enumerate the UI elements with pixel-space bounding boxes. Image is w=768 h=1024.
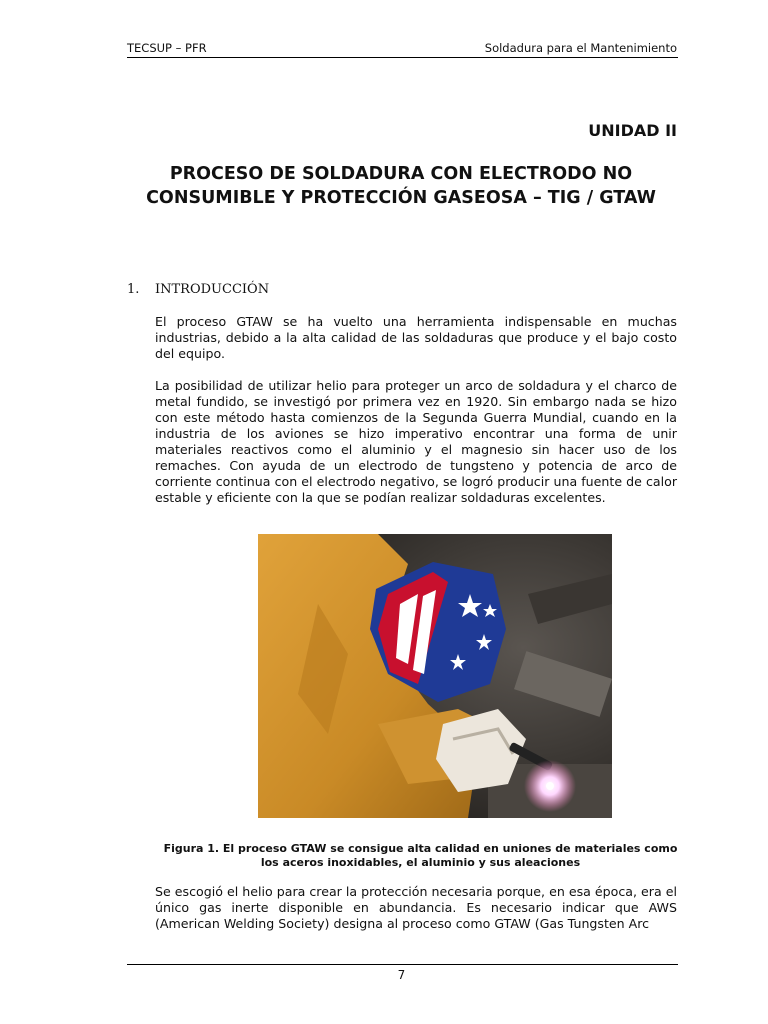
header-divider: [127, 57, 678, 58]
page-number: 7: [397, 968, 406, 982]
paragraph: La posibilidad de utilizar helio para proteger un arco de soldadura y el charco de metal fundido, se investigó por primera vez en 1920. Sin embargo nada se hizo con este método hasta comienzos de la Segunda Guerra Mundial, cuando en la industria de los aviones se hizo imperativo encontrar una forma de unir materiales reactivos como el aluminio y el magnesio sin hacer uso de los remaches. Con ayuda de un electrodo de tungsteno y potencia de arco de corriente continua con el electrodo negativo, se logró producir una fuente de calor estable y eficiente con la que se podían realizar soldaduras excelentes.: [155, 378, 677, 505]
footer-divider: [127, 964, 678, 965]
welder-photo: [258, 534, 612, 818]
figure-caption: Figura 1. El proceso GTAW se consigue alta calidad en uniones de materiales como los aceros inoxidables, el aluminio y sus aleaciones: [163, 842, 678, 869]
paragraph: Se escogió el helio para crear la protección necesaria porque, en esa época, era el único gas inerte disponible en abundancia. Es necesario indicar que AWS (American Welding Society) designa al proceso como GTAW (Gas Tungsten Arc: [155, 884, 677, 931]
unit-label: UNIDAD II: [588, 121, 677, 140]
page-title: PROCESO DE SOLDADURA CON ELECTRODO NO CONSUMIBLE Y PROTECCIÓN GASEOSA – TIG / GTAW: [146, 164, 656, 208]
header-left-text: TECSUP – PFR: [127, 41, 207, 55]
header-right-text: Soldadura para el Mantenimiento: [484, 41, 677, 55]
section-title: INTRODUCCIÓN: [155, 282, 270, 297]
paragraph: El proceso GTAW se ha vuelto una herramienta indispensable en muchas industrias, debido a la alta calidad de las soldaduras que produce y el bajo costo del equipo.: [155, 314, 677, 361]
section-number: 1.: [127, 282, 140, 297]
